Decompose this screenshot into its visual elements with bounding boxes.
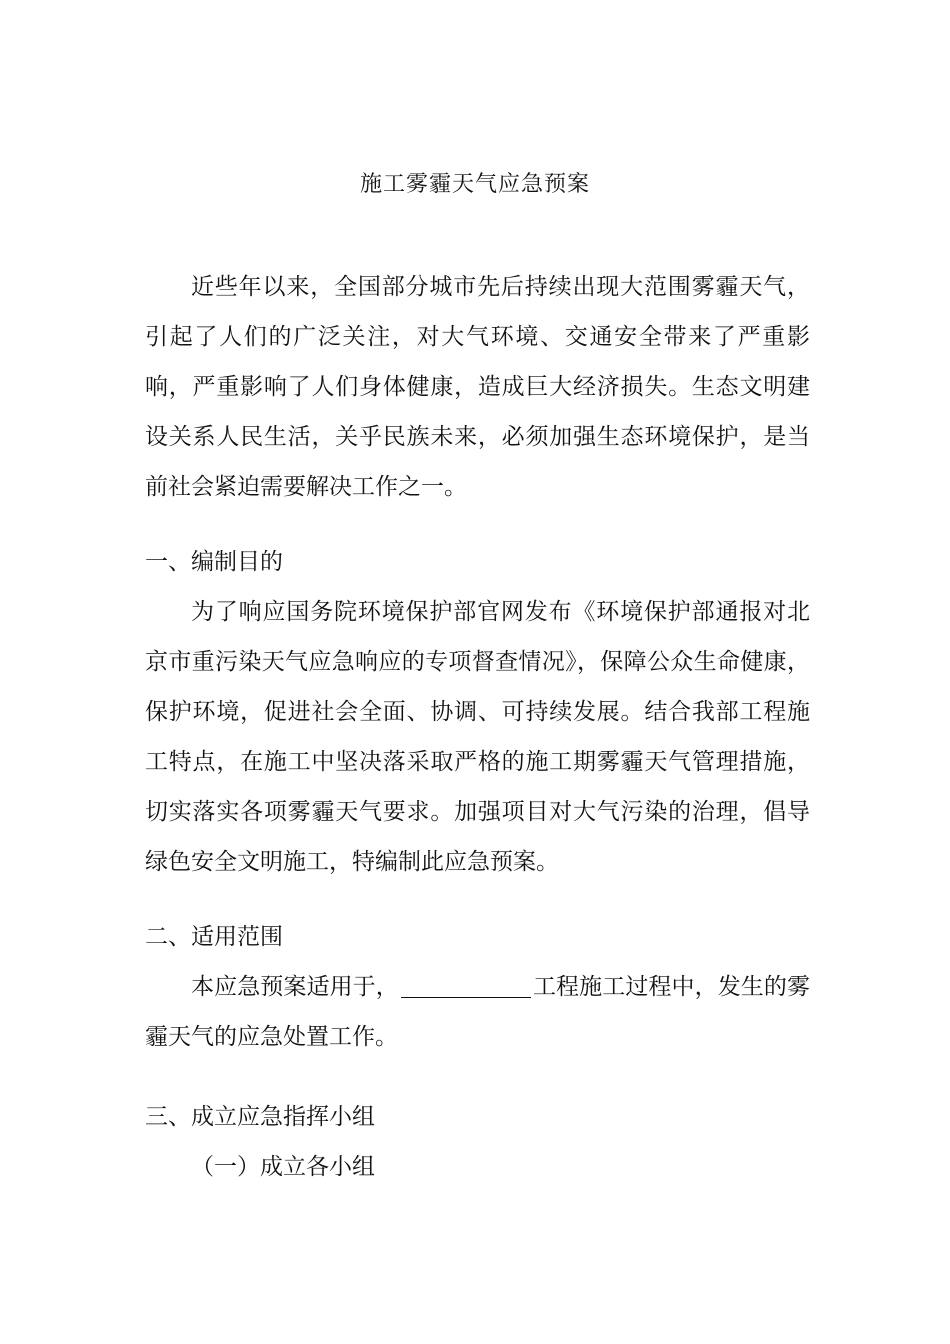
subsection-heading-groups: （一）成立各小组 (191, 1154, 375, 1180)
purpose-paragraph: 为了响应国务院环境保护部官网发布《环境保护部通报对北京市重污染天气应急响应的专项督查情况》，保障公众生命健康，保护环境，促进社会全面、协调、可持续发展。结合我部工程施工特点，在施工中坚决落采取严格的施工期雾霾天气管理措施，切实落实各项雾霾天气要求。加强项目对大气污染的治理，倡导绿色安全文明施工，特编制此应急预案。 (145, 599, 810, 875)
scope-text-before: 本应急预案适用于， (191, 974, 399, 1000)
scope-paragraph (145, 962, 810, 1062)
document-title: 施工雾霾天气应急预案 (359, 172, 590, 197)
intro-paragraph: 近些年以来，全国部分城市先后持续出现大范围雾霾天气，引起了人们的广泛关注，对大气环境、交通安全带来了严重影响，严重影响了人们身体健康，造成巨大经济损失。生态文明建设关系人民生活，关乎民族未来，必须加强生态环境保护，是当前社会紧迫需要解决工作之一。 (145, 274, 810, 500)
section-heading-purpose: 一、编制目的 (145, 549, 283, 575)
section-heading-scope: 二、适用范围 (145, 924, 283, 950)
section-heading-command-group: 三、成立应急指挥小组 (145, 1104, 375, 1130)
project-name-blank[interactable] (401, 967, 531, 998)
scope-text-after: 工程施工过程中，发生的雾霾天气的应急处置工作。 (145, 974, 811, 1050)
